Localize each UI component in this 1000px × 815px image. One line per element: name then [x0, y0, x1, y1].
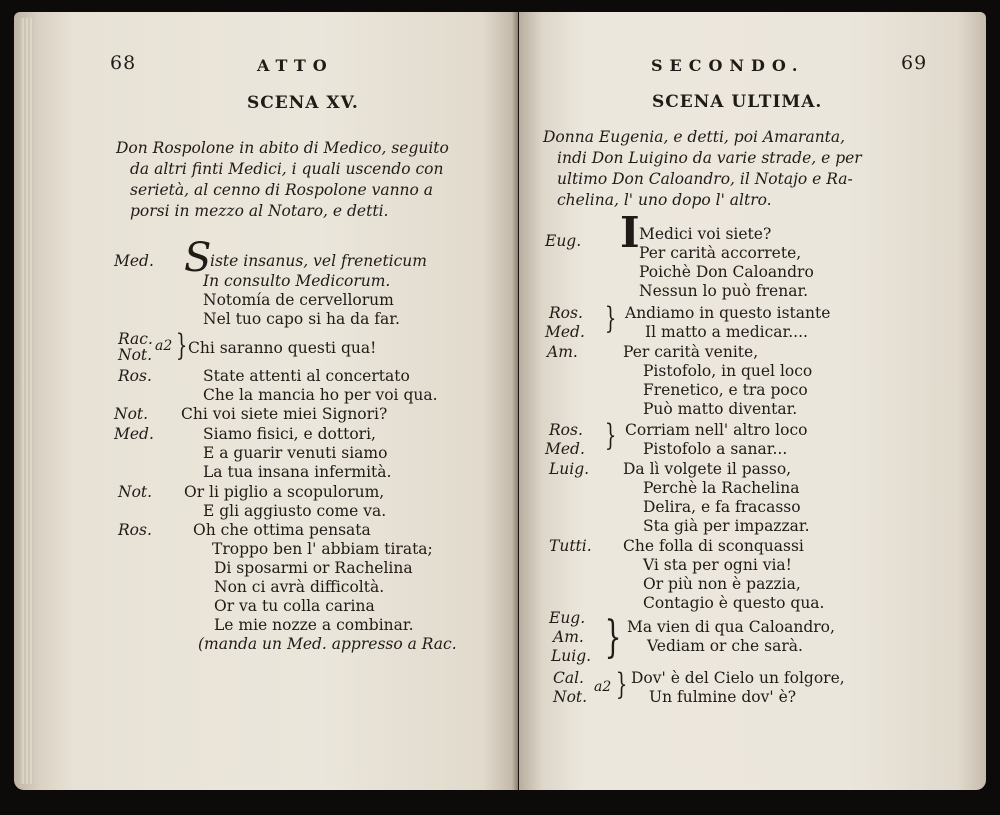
- verse-line: Frenetico, e tra poco: [643, 381, 808, 399]
- verse-line: Pistofolo a sanar...: [643, 440, 788, 458]
- brace: }: [604, 418, 617, 453]
- speaker-eug: Eug.: [545, 232, 582, 250]
- drop-cap: I: [620, 208, 640, 257]
- verse-line: La tua insana infermità.: [203, 463, 392, 481]
- verse-line: Medici voi siete?: [639, 225, 772, 243]
- speaker-med: Med.: [114, 425, 154, 443]
- speaker-med: Med.: [545, 440, 585, 458]
- verse-line: In consulto Medicorum.: [203, 272, 391, 290]
- verse-line: Per carità venite,: [623, 343, 759, 361]
- speaker-rac: Rac.: [118, 330, 153, 348]
- speaker-ros: Ros.: [549, 421, 583, 439]
- scene-title-left: SCENA XV.: [247, 93, 359, 113]
- left-page: [14, 12, 518, 790]
- speaker-tutti: Tutti.: [549, 537, 592, 555]
- verse-line: Vediam or che sarà.: [647, 637, 803, 655]
- verse-line: Troppo ben l' abbiam tirata;: [212, 540, 433, 558]
- verse-line: Ma vien di qua Caloandro,: [627, 618, 835, 636]
- verse-line: Non ci avrà difficoltà.: [214, 578, 385, 596]
- speaker-am: Am.: [547, 343, 578, 361]
- page-number-left: 68: [110, 52, 137, 74]
- speaker-am: Am.: [553, 628, 584, 646]
- verse-line: Oh che ottima pensata: [193, 521, 371, 539]
- verse-line: Il matto a medicar....: [645, 323, 808, 341]
- verse-line: Che folla di sconquassi: [623, 537, 804, 555]
- speaker-luig: Luig.: [549, 460, 590, 478]
- verse-line: Corriam nell' altro loco: [625, 421, 808, 439]
- speaker-med: Med.: [545, 323, 585, 341]
- open-book: [14, 12, 986, 800]
- verse-line: E a guarir venuti siamo: [203, 444, 388, 462]
- verse-line: Perchè la Rachelina: [643, 479, 800, 497]
- speaker-eug: Eug.: [549, 609, 586, 627]
- description-line: porsi in mezzo al Notaro, e detti.: [130, 202, 389, 220]
- description-line: Donna Eugenia, e detti, poi Amaranta,: [543, 128, 846, 146]
- verse-line: Nessun lo può frenar.: [639, 282, 809, 300]
- verse-line: Per carità accorrete,: [639, 244, 802, 262]
- verse-line: Contagio è questo qua.: [643, 594, 825, 612]
- verse-line: E gli aggiusto come va.: [203, 502, 387, 520]
- speaker-ros: Ros.: [118, 521, 152, 539]
- verse-line: Or va tu colla carina: [214, 597, 375, 615]
- verse-line: Nel tuo capo si ha da far.: [203, 310, 400, 328]
- scene-title-right: SCENA ULTIMA.: [652, 92, 823, 112]
- brace: }: [175, 328, 188, 363]
- speaker-luig: Luig.: [551, 647, 592, 665]
- scene-description-right: [543, 127, 862, 211]
- verse-line: Può matto diventar.: [643, 400, 798, 418]
- verse-line: Or li piglio a scopulorum,: [184, 483, 385, 501]
- verse-line: Che la mancia ho per voi qua.: [203, 386, 438, 404]
- running-head-left: ATTO: [257, 56, 334, 75]
- verse-line: State attenti al concertato: [203, 367, 410, 385]
- verse-line: Un fulmine dov' è?: [649, 688, 797, 706]
- speaker-not: Not.: [118, 483, 153, 501]
- speaker-med: Med.: [114, 252, 154, 270]
- description-line: serietà, al cenno di Rospolone vanno a: [130, 181, 434, 199]
- a2-marker: a2: [155, 338, 173, 354]
- speaker-ros: Ros.: [118, 367, 152, 385]
- speaker-ros: Ros.: [549, 304, 583, 322]
- description-line: Don Rospolone in abito di Medico, seguito: [116, 139, 449, 157]
- verse-line: iste insanus, vel freneticum: [210, 252, 427, 270]
- verse-line: Notomía de cervellorum: [203, 291, 394, 309]
- verse-line: Vi sta per ogni via!: [643, 556, 792, 574]
- description-line: da altri finti Medici, i quali uscendo con: [130, 160, 444, 178]
- running-head-right: SECONDO.: [651, 56, 805, 75]
- right-page: [519, 12, 986, 790]
- verse-line: Delira, e fa fracasso: [643, 498, 801, 516]
- speaker-not: Not.: [114, 405, 149, 423]
- description-line: ultimo Don Caloandro, il Notajo e Ra-: [557, 170, 853, 188]
- drop-cap: S: [184, 235, 212, 281]
- a2-marker: a2: [594, 679, 612, 695]
- verse-line: Chi voi siete miei Signori?: [181, 405, 388, 423]
- speaker-not: Not.: [118, 346, 153, 364]
- verse-line: Siamo fisici, e dottori,: [203, 425, 376, 443]
- verse-line: Or più non è pazzia,: [643, 575, 801, 593]
- page-number-right: 69: [901, 52, 928, 74]
- verse-line: Poichè Don Caloandro: [639, 263, 814, 281]
- verse-line: Pistofolo, in quel loco: [643, 362, 813, 380]
- brace: }: [615, 667, 628, 702]
- verse-line: Le mie nozze a combinar.: [214, 616, 414, 634]
- brace: }: [604, 301, 617, 336]
- scene-description-left: [116, 138, 449, 222]
- verse-line: Chi saranno questi qua!: [188, 339, 377, 357]
- brace: }: [604, 612, 622, 663]
- verse-line: Di sposarmi or Rachelina: [214, 559, 413, 577]
- verse-line: Sta già per impazzar.: [643, 517, 810, 535]
- stage-direction: (manda un Med. appresso a Rac.: [198, 635, 457, 653]
- description-line: chelina, l' uno dopo l' altro.: [557, 191, 772, 209]
- verse-line: Dov' è del Cielo un folgore,: [631, 669, 845, 687]
- speaker-not: Not.: [553, 688, 588, 706]
- description-line: indi Don Luigino da varie strade, e per: [557, 149, 862, 167]
- verse-line: Da lì volgete il passo,: [623, 460, 792, 478]
- verse-line: Andiamo in questo istante: [625, 304, 831, 322]
- speaker-cal: Cal.: [553, 669, 584, 687]
